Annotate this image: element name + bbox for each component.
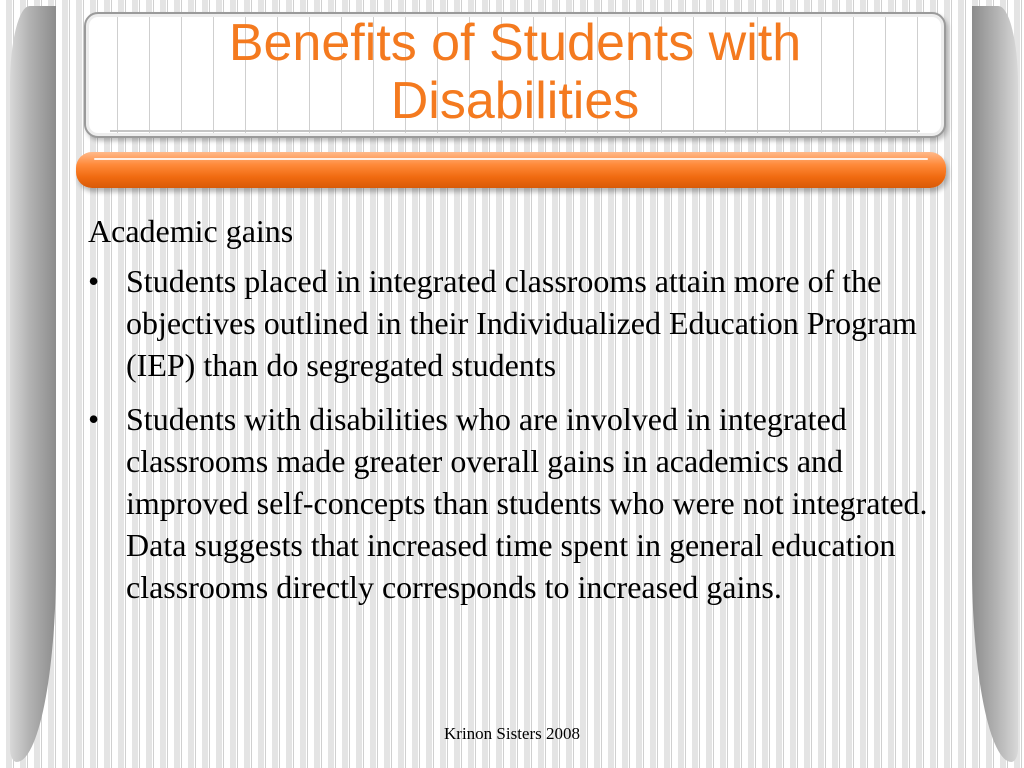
slide-title <box>84 14 946 130</box>
orange-divider-bar <box>76 152 946 188</box>
slide-body <box>88 210 928 620</box>
slide-title-line-1: Benefits of Students with <box>228 14 802 72</box>
section-heading: Academic gains <box>88 213 294 249</box>
bullet-icon: • <box>88 263 100 299</box>
right-decorative-bar <box>972 6 1018 762</box>
left-decorative-bar <box>10 6 56 762</box>
bullet-text: Students placed in integrated classrooms attain more of the objectives outlined in their Individualized Education Program (IEP) than do segregated students <box>126 263 917 383</box>
slide-footer: Krinon Sisters 2008 <box>444 724 580 743</box>
bullet-icon: • <box>88 401 100 437</box>
bullet-list <box>88 260 928 608</box>
bullet-item <box>88 260 928 386</box>
slide-title-line-2: Disabilities <box>390 72 640 130</box>
bullet-text: Students with disabilities who are involved in integrated classrooms made greater overall gains in academics and improved self-concepts than students who were not integrated. Data suggests that increased time spent in general education classrooms directly corresponds to increased gains. <box>126 401 928 605</box>
bullet-item <box>88 398 928 608</box>
